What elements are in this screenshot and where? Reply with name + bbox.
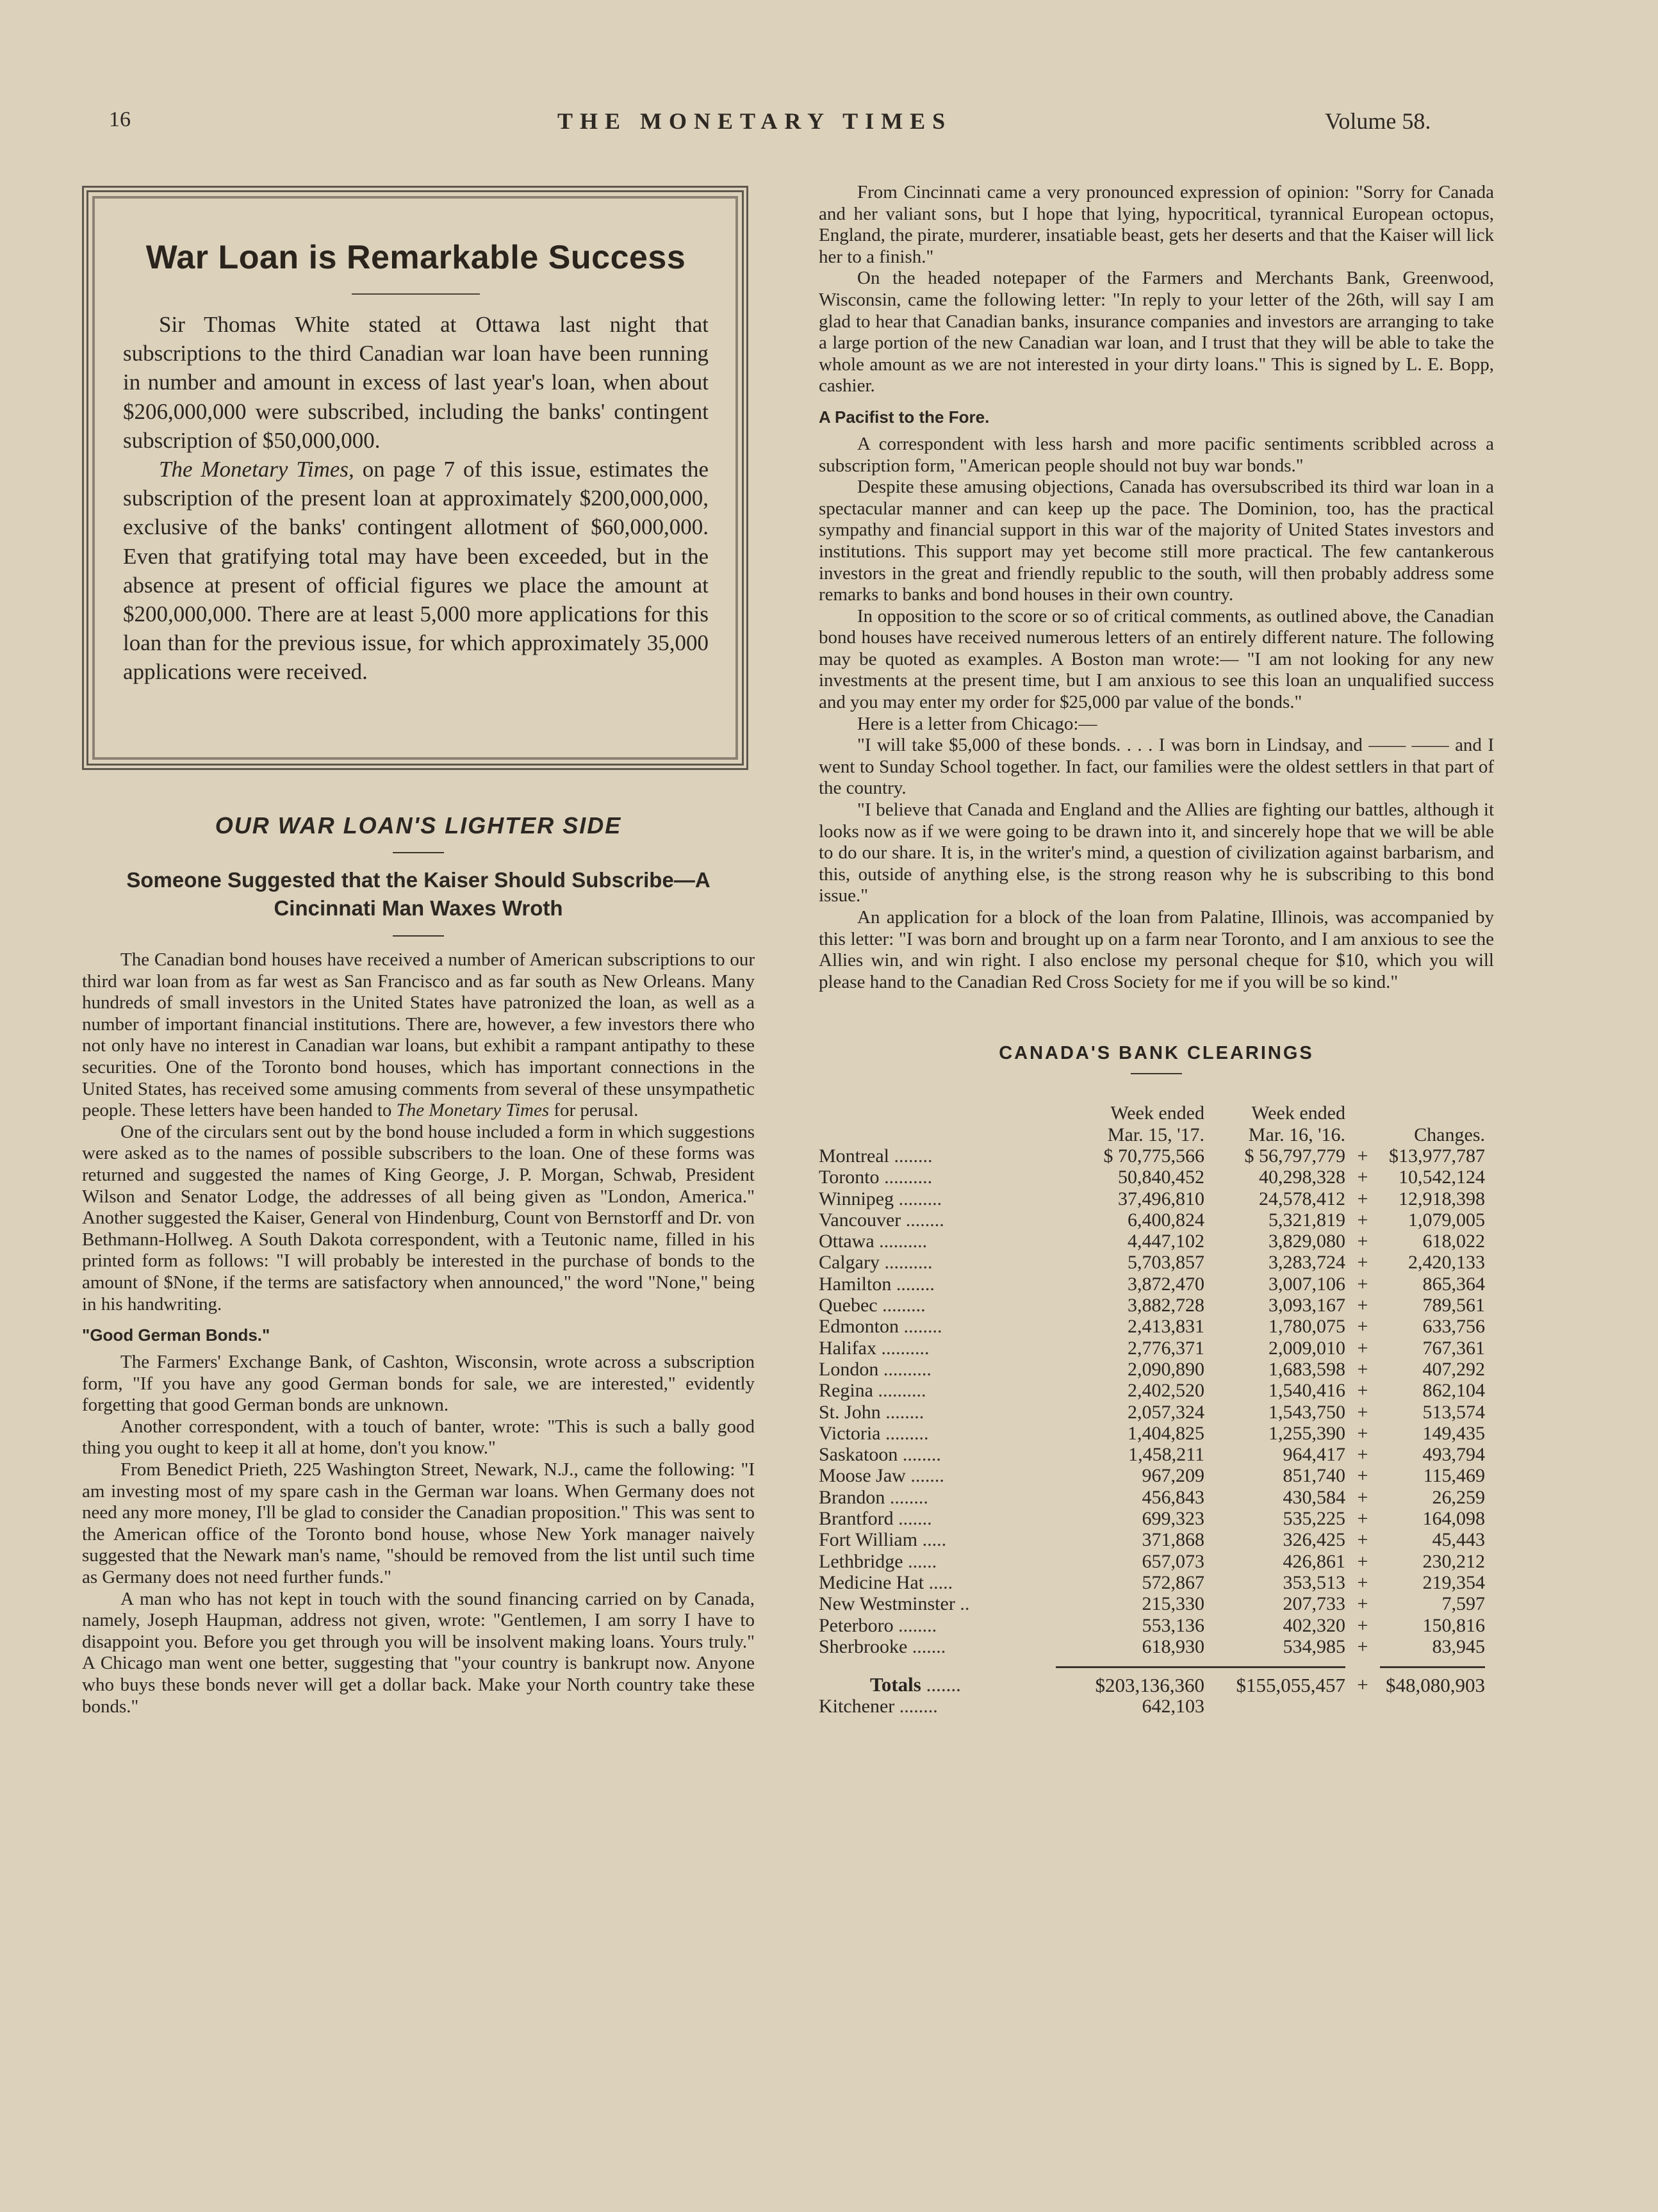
table-row [819, 1252, 1485, 1273]
city-cell [819, 1231, 1056, 1252]
change-cell: 230,212 [1422, 1550, 1485, 1572]
table-row [819, 1359, 1485, 1380]
change-sign-cell: + [1357, 1145, 1368, 1167]
leader-dots: ....... [926, 1673, 961, 1696]
city-cell [819, 1209, 1056, 1231]
rule-cell [1345, 1657, 1380, 1667]
table-row [819, 1380, 1485, 1401]
rule-cell [819, 1657, 1056, 1667]
city-name: Peterboro [819, 1614, 894, 1636]
city-cell [819, 1572, 1056, 1593]
table-row [819, 1338, 1485, 1359]
city-name: Calgary [819, 1252, 880, 1274]
city-name: Quebec [819, 1295, 878, 1316]
article-paragraph: "I will take $5,000 of these bonds. . . . I was born in Lindsay, and —— —— and I went to Sunday School together. In fact, our families were the oldest settlers in that part of the country. [819, 735, 1494, 799]
change-cell: 164,098 [1422, 1508, 1485, 1530]
city-cell [819, 1667, 1056, 1696]
change-sign-cell: + [1357, 1167, 1368, 1188]
change-sign-cell: + [1357, 1252, 1368, 1274]
side-heading: "Good German Bonds." [82, 1325, 270, 1345]
week-1917-total: $203,136,360 [1095, 1674, 1204, 1697]
leader-dots: ......... [882, 1295, 926, 1316]
city-name: Winnipeg [819, 1188, 894, 1209]
article-body-continued [819, 182, 1494, 993]
change-sign-cell: + [1357, 1593, 1368, 1615]
week-1917-cell: 572,867 [1142, 1571, 1204, 1593]
table-row [819, 1615, 1485, 1636]
change-cell: 407,292 [1422, 1358, 1485, 1380]
rule-cell [1056, 1657, 1204, 1667]
city-name: Saskatoon [819, 1444, 898, 1466]
city-cell [819, 1636, 1056, 1657]
change-total: $48,080,903 [1386, 1674, 1485, 1697]
week-1916-cell: 2,009,010 [1268, 1337, 1345, 1359]
week-1917-cell: 3,882,728 [1128, 1295, 1204, 1316]
week-1916-cell: 1,683,598 [1268, 1358, 1345, 1380]
box-title: War Loan is Remarkable Success [145, 239, 686, 276]
bank-clearings-table [819, 1102, 1485, 1717]
header-cell: Mar. 16, '16. [1248, 1124, 1345, 1145]
change-cell: 789,561 [1422, 1295, 1485, 1316]
week-1916-cell: 1,255,390 [1268, 1422, 1345, 1444]
table-row [819, 1423, 1485, 1444]
city-cell [819, 1295, 1056, 1316]
week-1917-cell: 642,103 [1142, 1696, 1204, 1717]
city-name: Moose Jaw [819, 1465, 906, 1487]
article-paragraph: "I believe that Canada and England and the Allies are fighting our battles, although it looks now as if we were going to be drawn into it, and sincerely hope that we will be able to do our share. It is, in the writer's mind, a question of civilization against barbarism, and this, outside of anything else, is the strong reason why he is subscribing to this bond issue." [819, 799, 1494, 906]
city-cell [819, 1338, 1056, 1359]
leader-dots: ........ [899, 1696, 938, 1717]
week-1916-cell: 534,985 [1283, 1635, 1345, 1657]
week-1916-cell: 3,829,080 [1268, 1231, 1345, 1252]
leader-dots: ........ [898, 1614, 937, 1636]
change-sign-cell: + [1357, 1358, 1368, 1380]
article-paragraph: In opposition to the score or so of critical comments, as outlined above, the Canadian bond houses have received numerous letters of an entirely different nature. The following may be quoted as examples. A Boston man wrote:— "I am not looking for any new investments at the present time, but I am anxious to see this loan an unqualified success and you may enter my order for $25,000 par value of the bonds." [819, 605, 1494, 713]
change-sign-cell: + [1357, 1673, 1368, 1696]
leader-dots: ......... [885, 1422, 929, 1444]
change-cell: 7,597 [1441, 1593, 1485, 1615]
leader-dots: .......... [884, 1167, 933, 1188]
city-name: Medicine Hat [819, 1571, 924, 1593]
city-name: New Westminster [819, 1593, 955, 1615]
week-1917-cell: 657,073 [1142, 1550, 1204, 1572]
week-1917-cell: 1,404,825 [1128, 1422, 1204, 1444]
leader-dots: ........ [902, 1444, 941, 1466]
week-1917-cell: 2,057,324 [1128, 1401, 1204, 1423]
leader-dots: ........ [905, 1209, 944, 1231]
publication-italic: The Monetary Times, [159, 457, 354, 482]
week-1917-cell: 3,872,470 [1128, 1273, 1204, 1295]
city-cell [819, 1252, 1056, 1273]
table-row [819, 1444, 1485, 1465]
city-cell [819, 1274, 1056, 1295]
table-row [819, 1636, 1485, 1657]
city-name: St. John [819, 1401, 881, 1423]
totals-rule-row [819, 1657, 1485, 1667]
header-cell [1345, 1102, 1380, 1124]
week-1916-cell: $ 56,797,779 [1244, 1145, 1345, 1167]
table-row [819, 1167, 1485, 1188]
city-name: London [819, 1358, 879, 1380]
week-1917-cell: 699,323 [1142, 1508, 1204, 1530]
change-sign-cell: + [1357, 1529, 1368, 1551]
leader-dots: ........ [896, 1273, 935, 1295]
table-row [819, 1487, 1485, 1508]
rule-cell [1380, 1657, 1485, 1667]
city-cell [819, 1316, 1056, 1337]
change-sign-cell: + [1357, 1422, 1368, 1444]
volume-label: Volume 58. [1325, 108, 1431, 134]
change-cell: 150,816 [1422, 1614, 1485, 1636]
city-name: Ottawa [819, 1231, 874, 1252]
change-cell: 767,361 [1422, 1337, 1485, 1359]
table-row [819, 1316, 1485, 1337]
table-row [819, 1593, 1485, 1614]
change-sign-cell: + [1357, 1550, 1368, 1572]
week-1916-cell: 3,283,724 [1268, 1252, 1345, 1274]
change-sign-cell: + [1357, 1571, 1368, 1593]
leader-dots: ........ [894, 1145, 933, 1167]
week-1916-cell: 964,417 [1283, 1444, 1345, 1466]
table-row [819, 1529, 1485, 1550]
week-1916-cell: 3,007,106 [1268, 1273, 1345, 1295]
section-divider [393, 935, 444, 937]
change-sign-cell: + [1357, 1635, 1368, 1657]
table-row [819, 1402, 1485, 1423]
leader-dots: ..... [922, 1529, 947, 1551]
table-title: CANADA'S BANK CLEARINGS [999, 1043, 1314, 1064]
week-1916-total: $155,055,457 [1236, 1674, 1345, 1697]
change-sign-cell: + [1357, 1465, 1368, 1487]
article-body [82, 949, 755, 1717]
paragraph-text: for perusal. [549, 1100, 639, 1121]
city-name: Brantford [819, 1508, 894, 1530]
change-sign-cell: + [1357, 1380, 1368, 1402]
week-1916-cell: 426,861 [1283, 1550, 1345, 1572]
week-1917-cell: 456,843 [1142, 1486, 1204, 1508]
change-cell: 865,364 [1422, 1273, 1485, 1295]
article-paragraph: Another correspondent, with a touch of banter, wrote: "This is such a bally good thing you ought to keep it all at home, don't you know." [82, 1416, 755, 1459]
city-cell [819, 1167, 1056, 1188]
article-paragraph: An application for a block of the loan from Palatine, Illinois, was accompanied by this letter: "I was born and brought up on a farm near Toronto, and I am anxious to see the Allies win, and win right. I also enclose my personal cheque for $10, which you will please hand to the Canadian Red Cross Society for me if you will be so kind." [819, 907, 1494, 992]
week-1917-cell: 371,868 [1142, 1529, 1204, 1551]
week-1916-cell: 1,540,416 [1268, 1380, 1345, 1402]
week-1917-cell: 1,458,211 [1128, 1444, 1204, 1466]
leader-dots: .......... [884, 1252, 933, 1274]
week-1917-cell: 553,136 [1142, 1614, 1204, 1636]
change-cell: 618,022 [1422, 1231, 1485, 1252]
leader-dots: ........ [903, 1316, 942, 1338]
city-cell [819, 1593, 1056, 1614]
city-cell [819, 1145, 1056, 1167]
week-1917-cell: $ 70,775,566 [1103, 1145, 1204, 1167]
leader-dots: ......... [898, 1188, 942, 1209]
week-1917-cell: 2,090,890 [1128, 1358, 1204, 1380]
week-1916-cell: 24,578,412 [1259, 1188, 1345, 1209]
leader-dots: ..... [928, 1571, 953, 1593]
leader-dots: .......... [878, 1380, 926, 1402]
city-name: Toronto [819, 1167, 880, 1188]
table-header-row [819, 1102, 1485, 1124]
table-row [819, 1188, 1485, 1209]
table-row [819, 1209, 1485, 1231]
week-1916-cell [1204, 1696, 1345, 1717]
change-cell: 149,435 [1422, 1422, 1485, 1444]
table-body [819, 1145, 1485, 1717]
paragraph-text: The Canadian bond houses have received a number of American subscriptions to our third war loan from as far west as San Francisco and as far south as New Orleans. Many hundreds of small investors in the United States have patronized the loan, as well as a number of important financial institutions. There are, however, a few investors there who not only have no interest in Canadian war loans, but exhibit a rampant antipathy to these securities. One of the Toronto bond houses, which has important connections in the United States, has received some amusing comments from several of these unsympathetic people. These letters have been handed to [82, 949, 755, 1121]
city-cell [819, 1423, 1056, 1444]
week-1916-cell: 3,093,167 [1268, 1295, 1345, 1316]
article-paragraph: On the headed notepaper of the Farmers and Merchants Bank, Greenwood, Wisconsin, came the following letter: "In reply to your letter of the 26th, will say I am glad to hear that Canadian banks, insurance companies and investors are arranging to take a large portion of the new Canadian war loan, and I trust that they will be able to take the whole amount as we are not interested in your dirty loans." This is signed by L. E. Bopp, cashier. [819, 268, 1494, 397]
change-sign-cell: + [1357, 1231, 1368, 1252]
change-cell: 10,542,124 [1399, 1167, 1485, 1188]
city-name: Victoria [819, 1422, 881, 1444]
city-name: Brandon [819, 1486, 885, 1508]
change-cell: 493,794 [1422, 1444, 1485, 1466]
change-cell: 862,104 [1422, 1380, 1485, 1402]
article-paragraph: A correspondent with less harsh and more pacific sentiments scribbled across a subscription form, "American people should not buy war bonds." [819, 433, 1494, 476]
leader-dots: ....... [912, 1635, 946, 1657]
header-cell [1345, 1124, 1380, 1145]
city-cell [819, 1380, 1056, 1401]
city-cell [819, 1508, 1056, 1529]
week-1916-cell: 326,425 [1283, 1529, 1345, 1551]
section-heading: OUR WAR LOAN'S LIGHTER SIDE [215, 812, 622, 839]
publication-italic: The Monetary Times [396, 1100, 550, 1121]
city-name: Totals [870, 1673, 921, 1696]
city-name: Hamilton [819, 1273, 892, 1295]
city-name: Fort William [819, 1529, 918, 1551]
section-divider [393, 852, 444, 853]
totals-row [819, 1667, 1485, 1696]
table-header-row [819, 1124, 1485, 1145]
city-name: Edmonton [819, 1316, 899, 1338]
table-row [819, 1551, 1485, 1572]
article-paragraph: A man who has not kept in touch with the sound financing carried on by Canada, namely, Joseph Haupman, address not given, wrote: "Gentlemen, I am sorry I have to disappoint you. Before you get through you will be insolvent making loans. Yours truly." A Chicago man went one better, suggesting that "your country is bankrupt now. Anyone who buys these bonds never will get a dollar back. Make your North country take these bonds." [82, 1588, 755, 1717]
section-subheading: Someone Suggested that the Kaiser Should Subscribe—A Cincinnati Man Waxes Wroth [126, 868, 710, 920]
article-paragraph [82, 949, 755, 1122]
change-cell: 633,756 [1422, 1316, 1485, 1338]
change-sign-cell: + [1357, 1444, 1368, 1466]
city-cell [819, 1402, 1056, 1423]
header-cell: Changes. [1414, 1124, 1485, 1145]
header-cell [819, 1102, 1056, 1124]
week-1917-cell: 50,840,452 [1118, 1167, 1204, 1188]
city-name: Montreal [819, 1145, 889, 1167]
change-sign-cell: + [1357, 1273, 1368, 1295]
week-1917-cell: 5,703,857 [1128, 1252, 1204, 1274]
city-cell [819, 1529, 1056, 1550]
change-cell: 1,079,005 [1408, 1209, 1485, 1231]
week-1917-cell: 967,209 [1142, 1465, 1204, 1487]
rule-cell [1204, 1657, 1345, 1667]
header-cell: Week ended [1110, 1102, 1204, 1124]
city-cell [819, 1444, 1056, 1465]
change-sign-cell [1345, 1696, 1380, 1717]
city-name: Vancouver [819, 1209, 901, 1231]
change-cell [1380, 1696, 1485, 1717]
article-paragraph: The Farmers' Exchange Bank, of Cashton, Wisconsin, wrote across a subscription form, "If you have any good German bonds for sale, we are interested," evidently forgetting that good German bonds are unknown. [82, 1352, 755, 1416]
page-number: 16 [109, 108, 131, 131]
week-1917-cell: 37,496,810 [1118, 1188, 1204, 1209]
city-cell [819, 1551, 1056, 1572]
leader-dots: .......... [879, 1231, 928, 1252]
leader-dots: .......... [881, 1337, 930, 1359]
city-name: Sherbrooke [819, 1635, 908, 1657]
change-sign-cell: + [1357, 1337, 1368, 1359]
change-sign-cell: + [1357, 1401, 1368, 1423]
week-1916-cell: 5,321,819 [1268, 1209, 1345, 1231]
change-sign-cell: + [1357, 1614, 1368, 1636]
change-sign-cell: + [1357, 1316, 1368, 1338]
city-cell [819, 1359, 1056, 1380]
change-sign-cell: + [1357, 1209, 1368, 1231]
header-cell [819, 1124, 1056, 1145]
side-heading: A Pacifist to the Fore. [819, 407, 990, 427]
change-cell: $13,977,787 [1389, 1145, 1485, 1167]
week-1916-cell: 1,543,750 [1268, 1401, 1345, 1423]
header-cell [1380, 1102, 1485, 1124]
week-1917-cell: 215,330 [1142, 1593, 1204, 1615]
article-paragraph: One of the circulars sent out by the bond house included a form in which suggestions were asked as to the names of possible subscribers to the loan. One of these forms was returned and suggested the names of King George, J. P. Morgan, Schwab, President Wilson and Senator Lodge, the addresses of all being given as "London, America." Another suggested the Kaiser, General von Hindenburg, Count von Bernstorff and Dr. von Bethmann-Hollweg. A South Dakota correspondent, with a Teutonic name, filled in his printed form as follows: "I will probably be interested in the purchase of bonds to the amount of $None, if the terms are satisfactory when announced," the word "None," being in his handwriting. [82, 1121, 755, 1315]
article-paragraph: From Benedict Prieth, 225 Washington Street, Newark, N.J., came the following: "I am investing most of my spare cash in the German war loans. When Germany does not need any more money, I'll be glad to consider the Canadian proposition." This was sent to the American office of the Toronto bond house, whose New York manager naively suggested that the Newark man's name, "should be removed from the list until such time as Germany does not need further funds." [82, 1459, 755, 1588]
city-cell [819, 1615, 1056, 1636]
city-name: Regina [819, 1380, 873, 1402]
city-name: Kitchener [819, 1696, 895, 1717]
header-cell: Mar. 15, '17. [1107, 1124, 1204, 1145]
change-cell: 83,945 [1432, 1635, 1485, 1657]
week-1917-cell: 2,402,520 [1128, 1380, 1204, 1402]
week-1916-cell: 535,225 [1283, 1508, 1345, 1530]
table-row [819, 1696, 1485, 1717]
table-row [819, 1508, 1485, 1529]
leader-dots: ........ [889, 1486, 928, 1508]
week-1916-cell: 851,740 [1283, 1465, 1345, 1487]
week-1916-cell: 430,584 [1283, 1486, 1345, 1508]
week-1916-cell: 40,298,328 [1259, 1167, 1345, 1188]
header-cell: Week ended [1251, 1102, 1345, 1124]
change-sign-cell: + [1357, 1486, 1368, 1508]
change-cell: 26,259 [1432, 1486, 1485, 1508]
city-name: Halifax [819, 1337, 876, 1359]
right-column [819, 182, 1494, 1717]
article-paragraph: Despite these amusing objections, Canada has oversubscribed its third war loan in a spectacular manner and can keep up the pace. The Dominion, too, has the practical sympathy and financial support in this war of the majority of United States investors and institutions. This support may yet become still more practical. The few cantankerous investors in the great and friendly republic to the south, will then probably address some remarks to banks and bond houses in their own country. [819, 477, 1494, 605]
table-row [819, 1572, 1485, 1593]
city-cell [819, 1696, 1056, 1717]
publication-title: THE MONETARY TIMES [557, 108, 953, 134]
change-cell: 219,354 [1422, 1571, 1485, 1593]
week-1916-cell: 1,780,075 [1268, 1316, 1345, 1338]
table-row [819, 1465, 1485, 1486]
change-cell: 513,574 [1422, 1401, 1485, 1423]
leader-dots: ...... [908, 1550, 937, 1572]
week-1916-cell: 207,733 [1283, 1593, 1345, 1615]
week-1917-cell: 618,930 [1142, 1635, 1204, 1657]
city-cell [819, 1188, 1056, 1209]
box-paragraph: Sir Thomas White stated at Ottawa last night that subscriptions to the third Canadian war loan have been running in number and amount in excess of last year's loan, when about $206,000,000 were subscribed, including the banks' contingent subscription of $50,000,000. [123, 312, 709, 453]
leader-dots: ....... [898, 1508, 932, 1530]
city-cell [819, 1487, 1056, 1508]
table-row [819, 1145, 1485, 1167]
war-loan-box [82, 186, 748, 770]
leader-dots: .......... [883, 1358, 932, 1380]
change-cell: 115,469 [1423, 1465, 1485, 1487]
leader-dots: .. [960, 1593, 970, 1615]
city-name: Lethbridge [819, 1550, 903, 1572]
change-sign-cell: + [1357, 1508, 1368, 1530]
box-paragraph [123, 455, 709, 687]
change-cell: 2,420,133 [1408, 1252, 1485, 1274]
change-cell: 45,443 [1432, 1529, 1485, 1551]
article-paragraph: Here is a letter from Chicago:— [857, 713, 1097, 734]
week-1917-cell: 2,413,831 [1128, 1316, 1204, 1338]
week-1917-cell: 6,400,824 [1128, 1209, 1204, 1231]
leader-dots: ....... [910, 1465, 944, 1487]
week-1916-cell: 402,320 [1283, 1614, 1345, 1636]
change-cell: 12,918,398 [1399, 1188, 1485, 1209]
week-1917-cell: 4,447,102 [1128, 1231, 1204, 1252]
left-column [82, 186, 755, 1717]
table-divider [1131, 1073, 1182, 1074]
article-paragraph: From Cincinnati came a very pronounced expression of opinion: "Sorry for Canada and her valiant sons, but I hope that lying, hypocritical, tyrannical European octopus, England, the pirate, murderer, insatiable beast, gets her deserts and that the Kaiser will lick her to a finish." [819, 182, 1494, 267]
city-cell [819, 1465, 1056, 1486]
box-paragraph-rest: on page 7 of this issue, estimates the subscription of the present loan at approximately $200,000,000, exclusive of the banks' contingent allotment of $60,000,000. Even that gratifying total may have been exceeded, but in the absence at present of official figures we place the amount at $200,000,000. There are at least 5,000 more applications for this loan than for the previous issue, for which approximately 35,000 applications were received. [123, 457, 709, 685]
week-1916-cell: 353,513 [1283, 1571, 1345, 1593]
table-row [819, 1295, 1485, 1316]
table-row [819, 1231, 1485, 1252]
table-row [819, 1274, 1485, 1295]
week-1917-cell: 2,776,371 [1128, 1337, 1204, 1359]
change-sign-cell: + [1357, 1295, 1368, 1316]
change-sign-cell: + [1357, 1188, 1368, 1209]
leader-dots: ........ [885, 1401, 924, 1423]
box-divider [352, 293, 480, 295]
